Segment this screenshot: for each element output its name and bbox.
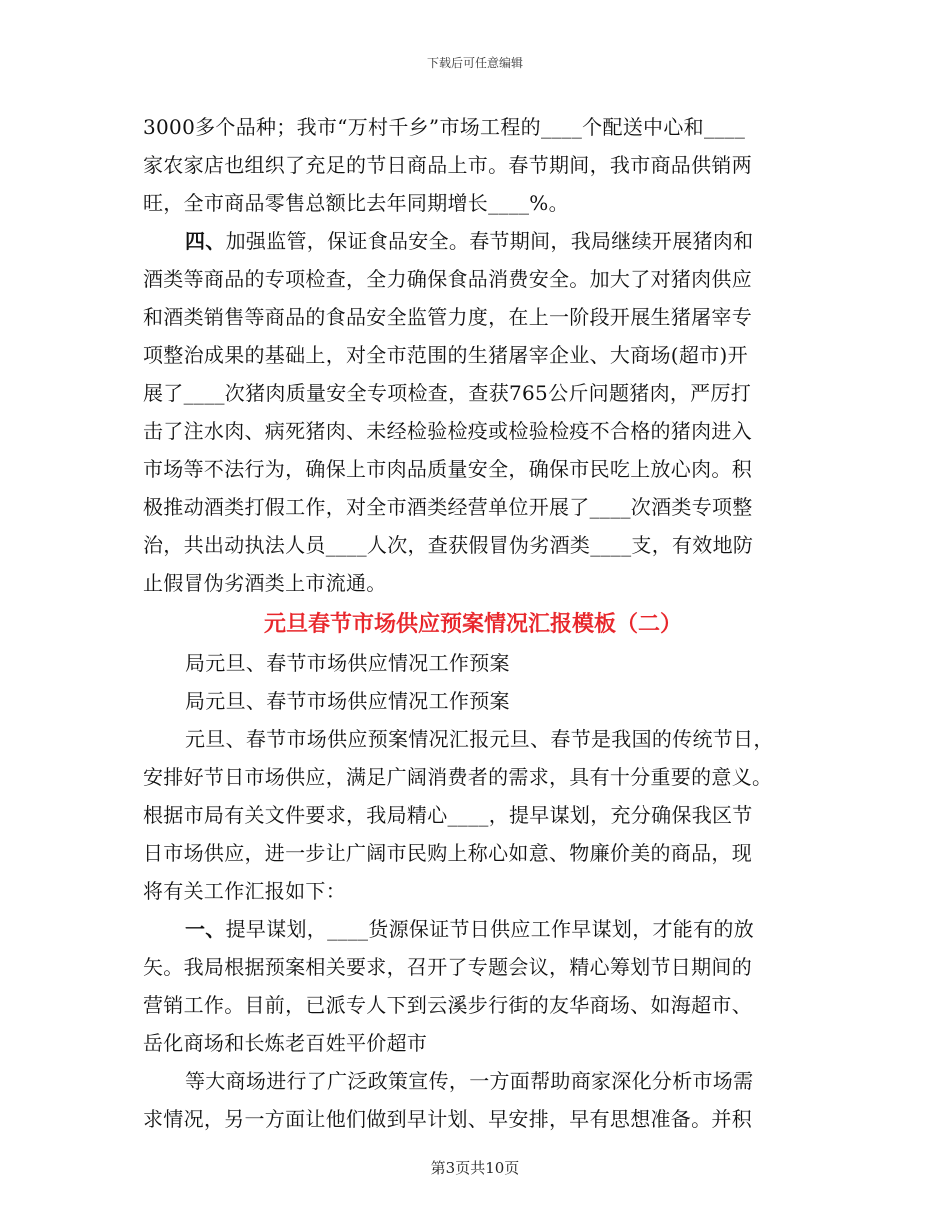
text-line xyxy=(143,910,803,948)
paragraph-publicity xyxy=(143,1062,803,1138)
text-line: 求情况，另一方面让他们做到早计划、早安排，早有思想准备。并积 xyxy=(143,1107,752,1131)
text-line: 根据市局有关文件要求，我局精心____，提早谋划，充分确保我区节 xyxy=(143,803,753,827)
text-line: 项整治成果的基础上，对全市范围的生猪屠宰企业、大商场(超市)开 xyxy=(143,343,748,367)
text-line: 日市场供应，进一步让广阔市民购上称心如意、物廉价美的商品，现 xyxy=(143,841,752,865)
page-header: 下载后可任意编辑 xyxy=(426,56,523,70)
paragraph-supply xyxy=(143,108,803,222)
subtitle: 局元旦、春节市场供应情况工作预案 xyxy=(185,689,510,713)
text-line: 将有关工作汇报如下： xyxy=(143,879,346,903)
text-line: 3000多个品种；我市“万村千乡”市场工程的____个配送中心和____ xyxy=(143,115,746,139)
text-line: 旺，全市商品零售总额比去年同期增长____%。 xyxy=(143,191,569,215)
text-line: 止假冒伪劣酒类上市流通。 xyxy=(143,571,387,595)
text-line: 安排好节日市场供应，满足广阔消费者的需求，具有十分重要的意义。 xyxy=(143,765,773,789)
subtitle: 局元旦、春节市场供应情况工作预案 xyxy=(185,651,510,675)
paragraph-supervision xyxy=(143,222,803,602)
text-line: 元旦、春节市场供应预案情况汇报元旦、春节是我国的传统节日， xyxy=(185,727,774,751)
text-line: 家农家店也组织了充足的节日商品上市。春节期间，我市商品供销两 xyxy=(143,153,752,177)
text-line: 击了注水肉、病死猪肉、未经检验检疫或检验检疫不合格的猪肉进入 xyxy=(143,419,752,443)
text-line: 岳化商场和长炼老百姓平价超市 xyxy=(143,1031,428,1055)
text-line: 和酒类销售等商品的食品安全监管力度，在上一阶段开展生猪屠宰专 xyxy=(143,305,752,329)
text-line: 等大商场进行了广泛政策宣传，一方面帮助商家深化分析市场需 xyxy=(185,1069,754,1093)
text-line: 矢。我局根据预案相关要求，召开了专题会议，精心筹划节日期间的 xyxy=(143,955,752,979)
text-line: 极推动酒类打假工作，对全市酒类经营单位开展了____次酒类专项整 xyxy=(143,495,753,519)
page-footer: 第3页共10页 xyxy=(430,1159,520,1177)
paragraph-intro xyxy=(143,720,803,910)
section-number: 四、 xyxy=(185,229,226,253)
text-line: 治，共出动执法人员____人次，查获假冒伪劣酒类____支，有效地防 xyxy=(143,533,754,557)
text-line xyxy=(143,222,803,260)
section-title: 元旦春节市场供应预案情况汇报模板（二） xyxy=(263,611,682,637)
document-body xyxy=(143,108,803,1138)
text-span: 提早谋划，____货源保证节日供应工作早谋划，才能有的放 xyxy=(225,917,755,941)
text-span: 加强监管，保证食品安全。春节期间，我局继续开展猪肉和 xyxy=(225,229,754,253)
text-line: 酒类等商品的专项检查，全力确保食品消费安全。加大了对猪肉供应 xyxy=(143,267,752,291)
text-line: 展了____次猪肉质量安全专项检查，查获765公斤问题猪肉，严厉打 xyxy=(143,381,752,405)
text-line: 营销工作。目前，已派专人下到云溪步行街的友华商场、如海超市、 xyxy=(143,993,752,1017)
paragraph-planning xyxy=(143,910,803,1062)
text-line: 市场等不法行为，确保上市肉品质量安全，确保市民吃上放心肉。积 xyxy=(143,457,752,481)
section-number: 一、 xyxy=(185,917,226,941)
